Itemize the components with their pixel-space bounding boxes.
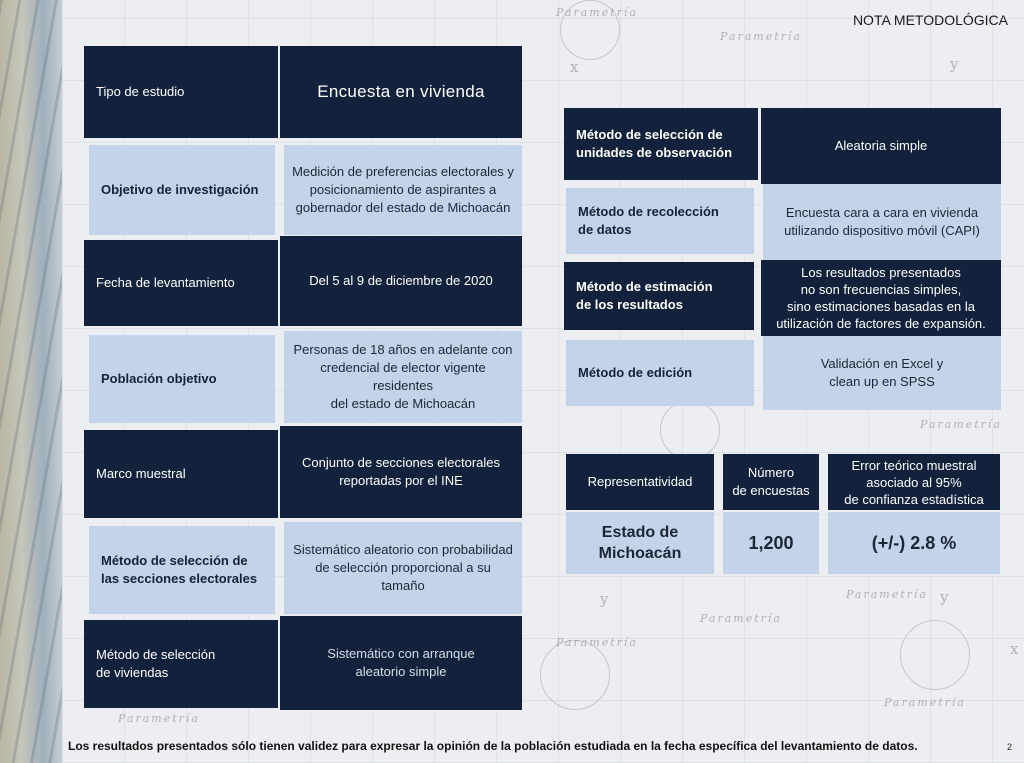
value-fecha: Del 5 al 9 de diciembre de 2020 xyxy=(280,236,522,326)
value-line: utilización de factores de expansión. xyxy=(776,316,986,331)
value-poblacion xyxy=(284,331,522,423)
value-representatividad xyxy=(566,512,714,574)
value-line: reportadas por el INE xyxy=(339,473,463,488)
label-unidades-observacion xyxy=(564,108,758,180)
value-marco xyxy=(280,426,522,518)
value-line: Personas de 18 años en adelante con xyxy=(293,342,513,357)
value-error-teorico: (+/-) 2.8 % xyxy=(828,512,1000,574)
watermark-text: Parametría xyxy=(846,588,928,601)
value-line: no son frecuencias simples, xyxy=(800,282,962,297)
header-line: Número xyxy=(747,465,795,480)
background-glyph: y xyxy=(600,590,609,608)
label-line: de los resultados xyxy=(576,297,683,312)
background-ring xyxy=(540,640,610,710)
label-poblacion: Población objetivo xyxy=(89,335,275,423)
value-line: Validación en Excel y xyxy=(820,356,944,371)
label-line: las secciones electorales xyxy=(101,571,258,586)
label-estimacion xyxy=(564,262,754,330)
header-line: Error teórico muestral xyxy=(851,457,977,473)
label-line: Método de selección de xyxy=(101,553,248,568)
label-recoleccion xyxy=(566,188,754,254)
value-estimacion xyxy=(761,260,1001,336)
label-fecha: Fecha de levantamiento xyxy=(84,240,278,326)
label-seleccion-secciones xyxy=(89,526,275,614)
label-marco: Marco muestral xyxy=(84,430,278,518)
header-numero-encuestas xyxy=(723,454,819,510)
value-line: sino estimaciones basadas en la xyxy=(787,299,975,314)
watermark-text: Parametría xyxy=(884,696,966,709)
background-left-strip xyxy=(0,0,62,763)
value-objetivo xyxy=(284,145,522,235)
label-line: Método de recolección xyxy=(578,204,719,219)
background-glyph: y xyxy=(950,55,959,73)
value-line: credencial de elector vigente residentes xyxy=(320,360,486,393)
value-line: gobernador del estado de Michoacán xyxy=(295,200,511,215)
watermark-text: Parametría xyxy=(556,6,638,19)
page-number: 2 xyxy=(1006,742,1012,752)
value-seleccion-secciones xyxy=(284,522,522,614)
value-numero-encuestas: 1,200 xyxy=(723,512,819,574)
watermark-text: Parametría xyxy=(118,712,200,725)
label-line: Método de selección xyxy=(96,647,216,662)
label-line: unidades de observación xyxy=(576,145,733,160)
value-line: utilizando dispositivo móvil (CAPI) xyxy=(784,223,980,238)
value-line: Michoacán xyxy=(598,545,682,562)
value-line: Sistemático con arranque xyxy=(327,646,475,661)
label-tipo-estudio: Tipo de estudio xyxy=(84,46,278,138)
header-line: de encuestas xyxy=(732,483,810,498)
value-unidades-observacion: Aleatoria simple xyxy=(761,108,1001,184)
header-line: de confianza estadística xyxy=(844,491,984,507)
label-line: Método de selección de xyxy=(576,127,723,142)
label-line: Objetivo de investigación xyxy=(101,182,259,197)
value-tipo-estudio: Encuesta en vivienda xyxy=(280,46,522,138)
footer-note: Los resultados presentados sólo tienen validez para expresar la opinión de la población estudiada en la fecha específica del levantamiento de datos. xyxy=(68,739,918,753)
value-line: Estado de xyxy=(601,524,679,541)
background-ring xyxy=(900,620,970,690)
label-seleccion-viviendas xyxy=(84,620,278,708)
watermark-text: Parametría xyxy=(720,30,802,43)
label-edicion: Método de edición xyxy=(566,340,754,406)
value-recoleccion xyxy=(763,184,1001,260)
page-title: NOTA METODOLÓGICA xyxy=(852,12,1008,28)
value-line: clean up en SPSS xyxy=(829,374,935,389)
label-line: de viviendas xyxy=(96,665,169,680)
background-glyph: x xyxy=(1010,640,1019,658)
value-line: aleatorio simple xyxy=(355,664,447,679)
watermark-text: Parametría xyxy=(920,418,1002,431)
label-objetivo xyxy=(89,145,275,235)
background-ring xyxy=(660,400,720,460)
value-line: Los resultados presentados xyxy=(801,265,961,280)
value-seleccion-viviendas xyxy=(280,616,522,710)
value-line: Encuesta cara a cara en vivienda xyxy=(785,205,979,220)
value-line: de selección proporcional a su tamaño xyxy=(315,560,491,593)
header-representatividad: Representatividad xyxy=(566,454,714,510)
value-line: Medición de preferencias electorales y xyxy=(292,164,514,179)
value-line: del estado de Michoacán xyxy=(330,396,476,411)
value-line: Conjunto de secciones electorales xyxy=(301,455,500,470)
label-line: Método de estimación xyxy=(576,279,713,294)
label-line: de datos xyxy=(578,222,632,237)
background-glyph: y xyxy=(940,588,949,606)
value-edicion xyxy=(763,336,1001,410)
value-line: Sistemático aleatorio con probabilidad xyxy=(293,542,513,557)
watermark-text: Parametría xyxy=(700,612,782,625)
value-line: posicionamiento de aspirantes a xyxy=(309,182,497,197)
header-error-teorico xyxy=(828,454,1000,510)
header-line: asociado al 95% xyxy=(866,474,962,490)
watermark-text: Parametría xyxy=(556,636,638,649)
background-glyph: x xyxy=(570,58,579,76)
